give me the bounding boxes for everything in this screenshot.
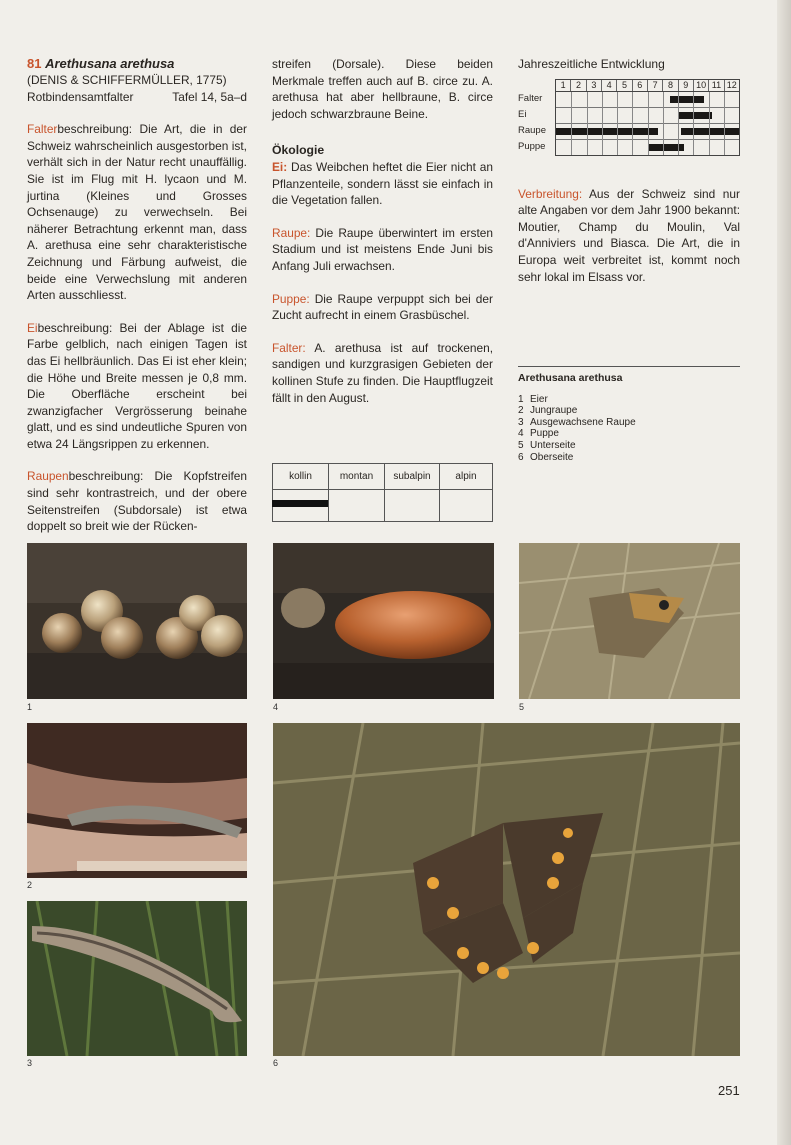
phenology-title: Jahreszeitliche Entwicklung: [518, 57, 665, 71]
ei-label-suffix: beschreibung:: [37, 320, 113, 335]
legend-item: [518, 405, 740, 417]
verbreitung-text: Aus der Schweiz sind nur alte Angaben vor dem Jahr 1900 bekannt: Moutier, Champ du Moulin, Val d'Anniviers und Biasca. Die Art, die in Europa weit verbreitet ist, kommt noch sehr lokal im Elsass vor.: [518, 186, 740, 284]
oekologie-falter: [272, 340, 493, 406]
legend-item-text: Eier: [530, 393, 548, 405]
phenology-row: [556, 92, 739, 108]
column-2: [272, 56, 493, 406]
phenology-bar: [556, 128, 658, 135]
phenology-month-9: 9: [678, 80, 693, 91]
page-number: 251: [718, 1083, 740, 1098]
oekologie-ei: [272, 159, 493, 209]
phenology-bar: [649, 144, 684, 151]
species-number: 81: [27, 56, 42, 71]
legend-item-number: 5: [518, 439, 524, 451]
common-name-line: [27, 89, 247, 106]
falter-label-suffix: beschreibung:: [57, 122, 133, 137]
phenology-month-7: 7: [647, 80, 662, 91]
altitude-zone-alpin: alpin: [439, 464, 492, 490]
legend-item: [518, 440, 740, 452]
phenology-month-5: 5: [616, 80, 631, 91]
raupe-description: [27, 468, 247, 534]
falter-label-prefix: Falter: [27, 122, 58, 137]
photo-grown-larva: [27, 901, 247, 1056]
oekologie-falter-label: Falter:: [272, 340, 306, 355]
legend-item-number: 1: [518, 393, 524, 405]
phenology-row-label: Falter: [518, 92, 543, 104]
phenology-bar: [678, 112, 712, 119]
legend-list: [518, 394, 740, 464]
ei-label-prefix: Ei: [27, 320, 38, 335]
verbreitung: [518, 186, 740, 286]
legend-item: [518, 417, 740, 429]
species-author: (DENIS & SCHIFFERMÜLLER, 1775): [27, 73, 227, 87]
plate-ref: Tafel 14, 5a–d: [172, 89, 247, 104]
oekologie-title: Ökologie: [272, 143, 325, 158]
altitude-zone-montan: montan: [328, 464, 384, 490]
altitude-bar-kollin: [272, 500, 328, 507]
legend-item: [518, 428, 740, 440]
oekologie-raupe: [272, 225, 493, 275]
oekologie-puppe-label: Puppe:: [272, 291, 310, 306]
phenology-month-1: 1: [560, 79, 566, 90]
ei-text: Bei der Ablage ist die Farbe gelblich, nach einigen Tagen ist das Ei hellbräunlich. Das Ei ist eher klein; die Höhe und Breite messen je 0,8 mm. Die Oberfläche erscheint bei zwanzigfacher Vergrösserung beinahe glatt, und es sind undeutliche Spuren von etwa 24 Längsrippen zu erkennen.: [27, 320, 247, 451]
column-1: [27, 56, 247, 535]
common-name: Rotbindensamtfalter: [27, 89, 134, 104]
oekologie-puppe: [272, 291, 493, 324]
eggs-image: [27, 543, 247, 699]
raupe-text: Die Kopfstreifen sind sehr kontrastreich, und der obere Seitenstreifen (Subdorsale) ist etwa doppelt so breit wie der Rücken-: [27, 469, 247, 534]
phenology-bar: [681, 128, 739, 135]
oekologie-puppe-text: Die Raupe verpuppt sich bei der Zucht aufrecht in einem Grasbüschel.: [272, 291, 493, 323]
grown-larva-image: [27, 901, 247, 1056]
column-3: [518, 56, 740, 285]
falter-description: [27, 121, 247, 304]
phenology-month-12: 12: [724, 80, 739, 91]
photo-underside: [519, 543, 740, 699]
phenology-chart: [518, 79, 740, 156]
species-name: Arethusana arethusa: [45, 56, 175, 71]
altitude-table: [272, 463, 493, 522]
phenology-month-8: 8: [662, 80, 677, 91]
photo-number-1: 1: [27, 702, 33, 712]
legend-item-number: 6: [518, 451, 524, 463]
raupe-label-prefix: Raupen: [27, 469, 69, 484]
phenology-month-10: 10: [693, 80, 708, 91]
photo-pupa: [273, 543, 494, 699]
legend-item-text: Oberseite: [530, 451, 574, 463]
phenology-months: [556, 80, 739, 92]
photo-eggs: [27, 543, 247, 699]
underside-image: [519, 543, 740, 699]
phenology-grid: [555, 79, 740, 156]
phenology-month-6: 6: [632, 80, 647, 91]
photo-number-5: 5: [519, 702, 525, 712]
legend-item: [518, 452, 740, 464]
page-edge: [777, 0, 791, 1145]
altitude-cell-subalpin: [384, 490, 439, 521]
oekologie-ei-text: Das Weibchen heftet die Eier nicht an Pflanzenteile, sondern lässt sie einfach in die Vegetation fallen.: [272, 159, 493, 208]
phenology-row-label: Puppe: [518, 140, 546, 152]
oekologie-raupe-text: Die Raupe überwintert im ersten Stadium und ist meistens Ende Juni bis Anfang Juli erwachsen.: [272, 225, 493, 273]
oekologie-falter-text: A. arethusa ist auf trockenen, sandigen und kurzgrasigen Gebieten der kollinen Stufe zu finden. Die Hauptflugzeit fällt in den August.: [272, 340, 493, 405]
verbreitung-label: Verbreitung:: [518, 186, 583, 201]
ei-description: [27, 320, 247, 453]
phenology-row-label: Raupe: [518, 124, 546, 136]
altitude-cell-alpin: [439, 490, 492, 521]
legend-item-number: 4: [518, 428, 524, 440]
altitude-zone-kollin: kollin: [273, 464, 328, 490]
legend-item: [518, 394, 740, 406]
legend-item-number: 3: [518, 416, 524, 428]
species-heading: [27, 56, 247, 72]
raupe-label-suffix: beschreibung:: [68, 469, 144, 484]
upperside-image: [273, 723, 740, 1056]
pupa-image: [273, 543, 494, 699]
legend-item-text: Unterseite: [530, 439, 576, 451]
photo-legend: [518, 366, 740, 463]
photo-number-2: 2: [27, 880, 33, 890]
photo-number-4: 4: [273, 702, 279, 712]
falter-text: Die Art, die in der Schweiz wahrscheinlich ausgestorben ist, verhält sich in der Natur recht unauffällig. Sie ist im Flug mit H. lycaon und M. jurtina (Kleines und Grosses Ochsenauge) zu verwechseln. Bei näherer Betrachtung erkennt man, dass A. arethusa eine sehr charakteristische Zeichnung und Färbung aufweist, die beide eine Verwechslung mit anderen Arten ausschliesst.: [27, 122, 247, 303]
phenology-month-2: 2: [570, 80, 585, 91]
raupe-description-cont: streifen (Dorsale). Diese beiden Merkmale treffen auch auf B. circe zu. A. arethusa hat aber hellbraune, B. circe jedoch schwarzbraune Beine.: [272, 57, 493, 121]
oekologie-raupe-label: Raupe:: [272, 225, 311, 240]
phenology-row: [556, 140, 739, 156]
phenology-bar: [670, 96, 704, 103]
phenology-row-labels: [518, 79, 555, 156]
photo-number-6: 6: [273, 1058, 279, 1068]
young-larva-image: [27, 723, 247, 878]
legend-item-text: Puppe: [530, 428, 559, 440]
altitude-zone-subalpin: subalpin: [384, 464, 439, 490]
oekologie-ei-label: Ei:: [272, 159, 288, 174]
phenology-row-label: Ei: [518, 108, 527, 120]
legend-item-text: Ausgewachsene Raupe: [530, 416, 636, 428]
legend-item-number: 2: [518, 405, 524, 417]
legend-title: Arethusana arethusa: [518, 372, 623, 384]
photo-upperside: [273, 723, 740, 1056]
phenology-month-11: 11: [708, 80, 723, 91]
altitude-cell-montan: [328, 490, 384, 521]
phenology-rows: [556, 92, 739, 156]
photo-young-larva: [27, 723, 247, 878]
legend-item-text: Jungraupe: [530, 405, 578, 417]
phenology-row: [556, 108, 739, 124]
photo-number-3: 3: [27, 1058, 33, 1068]
phenology-month-3: 3: [586, 80, 601, 91]
phenology-row: [556, 124, 739, 140]
phenology-month-4: 4: [601, 80, 616, 91]
